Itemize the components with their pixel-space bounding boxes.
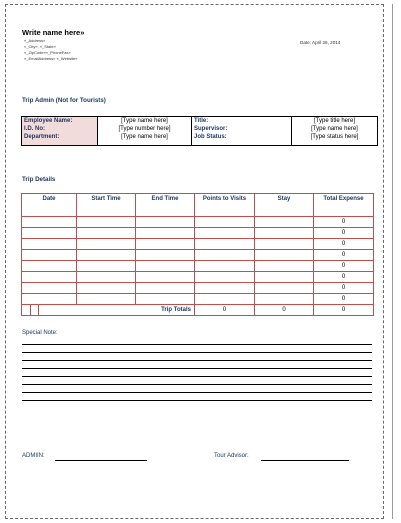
start-time-cell[interactable] bbox=[77, 283, 136, 294]
date-cell[interactable] bbox=[22, 283, 77, 294]
admin-signature-line[interactable] bbox=[55, 460, 147, 461]
start-time-cell[interactable] bbox=[77, 239, 136, 250]
totals-points-cell: 0 bbox=[195, 305, 255, 316]
date-cell[interactable] bbox=[22, 250, 77, 261]
col-end-time-header: End Time bbox=[136, 194, 195, 217]
totals-stay-cell: 0 bbox=[255, 305, 314, 316]
admin-right-labels bbox=[192, 117, 292, 146]
title-field[interactable]: [Type title here] bbox=[313, 118, 356, 124]
total-expense-cell: 0 bbox=[314, 228, 374, 239]
totals-blank-cell bbox=[22, 305, 31, 316]
stay-cell[interactable] bbox=[255, 250, 314, 261]
date-line bbox=[300, 40, 340, 45]
note-line[interactable] bbox=[22, 352, 372, 353]
date-label: Date: bbox=[300, 40, 311, 45]
admin-signature-label: ADMIIN: bbox=[22, 453, 45, 459]
total-expense-cell: 0 bbox=[314, 250, 374, 261]
trip-details-table bbox=[21, 193, 374, 316]
job-status-field[interactable]: [Type status here] bbox=[310, 134, 359, 140]
stay-cell[interactable] bbox=[255, 261, 314, 272]
advisor-signature-line[interactable] bbox=[261, 460, 349, 461]
col-start-time-header: Start Time bbox=[77, 194, 136, 217]
id-no-field[interactable]: [Type number here] bbox=[118, 126, 171, 132]
totals-row bbox=[22, 305, 374, 316]
employee-name-field[interactable]: [Type name here] bbox=[121, 118, 168, 124]
table-row bbox=[22, 294, 374, 305]
start-time-cell[interactable] bbox=[77, 228, 136, 239]
page-edge bbox=[392, 4, 393, 519]
job-status-label: Job Status: bbox=[194, 134, 227, 140]
note-line[interactable] bbox=[22, 400, 372, 401]
col-points-header: Points to Visits bbox=[195, 194, 255, 217]
date-cell[interactable] bbox=[22, 272, 77, 283]
zip-phone-line: «_ZipCode»«_PhoneFax» bbox=[24, 50, 71, 55]
points-cell[interactable] bbox=[195, 239, 255, 250]
stay-cell[interactable] bbox=[255, 283, 314, 294]
col-stay-header: Stay bbox=[255, 194, 314, 217]
email-website-line: «_EmailAddress» «_Website» bbox=[24, 56, 78, 61]
total-expense-cell: 0 bbox=[314, 217, 374, 228]
start-time-cell[interactable] bbox=[77, 272, 136, 283]
admin-left-values[interactable] bbox=[98, 117, 192, 146]
end-time-cell[interactable] bbox=[136, 294, 195, 305]
table-row bbox=[22, 239, 374, 250]
stay-cell[interactable] bbox=[255, 228, 314, 239]
points-cell[interactable] bbox=[195, 217, 255, 228]
trip-details-title: Trip Details bbox=[22, 176, 56, 183]
id-no-label: I.D. No: bbox=[24, 126, 45, 132]
date-cell[interactable] bbox=[22, 239, 77, 250]
end-time-cell[interactable] bbox=[136, 217, 195, 228]
points-cell[interactable] bbox=[195, 228, 255, 239]
col-date-header: Date bbox=[22, 194, 77, 217]
department-label: Department: bbox=[24, 134, 60, 140]
note-line[interactable] bbox=[22, 344, 372, 345]
end-time-cell[interactable] bbox=[136, 272, 195, 283]
date-cell[interactable] bbox=[22, 228, 77, 239]
points-cell[interactable] bbox=[195, 250, 255, 261]
start-time-cell[interactable] bbox=[77, 250, 136, 261]
end-time-cell[interactable] bbox=[136, 283, 195, 294]
col-total-expense-header: Total Expense bbox=[314, 194, 374, 217]
start-time-cell[interactable] bbox=[77, 294, 136, 305]
stay-cell[interactable] bbox=[255, 272, 314, 283]
special-note-label: Special Note: bbox=[22, 330, 58, 336]
date-cell[interactable] bbox=[22, 217, 77, 228]
total-expense-cell: 0 bbox=[314, 283, 374, 294]
total-expense-cell: 0 bbox=[314, 272, 374, 283]
table-row bbox=[22, 261, 374, 272]
department-field[interactable]: [Type name here] bbox=[121, 134, 168, 140]
end-time-cell[interactable] bbox=[136, 261, 195, 272]
points-cell[interactable] bbox=[195, 294, 255, 305]
supervisor-label: Supervisor: bbox=[194, 126, 228, 132]
stay-cell[interactable] bbox=[255, 239, 314, 250]
stay-cell[interactable] bbox=[255, 294, 314, 305]
points-cell[interactable] bbox=[195, 272, 255, 283]
supervisor-field[interactable]: [Type name here] bbox=[311, 126, 358, 132]
stay-cell[interactable] bbox=[255, 217, 314, 228]
title-label: Title: bbox=[194, 118, 209, 124]
points-cell[interactable] bbox=[195, 283, 255, 294]
company-name: Write name here» bbox=[22, 28, 85, 37]
total-expense-cell: 0 bbox=[314, 239, 374, 250]
table-row bbox=[22, 217, 374, 228]
table-row bbox=[22, 228, 374, 239]
date-value: April 26, 2014 bbox=[312, 40, 341, 45]
date-cell[interactable] bbox=[22, 261, 77, 272]
start-time-cell[interactable] bbox=[77, 261, 136, 272]
totals-blank-cell bbox=[31, 305, 39, 316]
note-line[interactable] bbox=[22, 360, 372, 361]
address-line: «_Address» bbox=[24, 38, 46, 43]
date-cell[interactable] bbox=[22, 294, 77, 305]
advisor-signature-label: Tour Advisor: bbox=[214, 453, 249, 459]
trip-totals-label: Trip Totals bbox=[39, 305, 195, 316]
total-expense-cell: 0 bbox=[314, 294, 374, 305]
admin-left-labels bbox=[22, 117, 98, 146]
trip-admin-title: Trip Admin (Not for Tourists) bbox=[22, 97, 106, 104]
total-expense-cell: 0 bbox=[314, 261, 374, 272]
end-time-cell[interactable] bbox=[136, 239, 195, 250]
end-time-cell[interactable] bbox=[136, 250, 195, 261]
city-state-line: «_City», «_State» bbox=[24, 44, 56, 49]
totals-expense-cell: 0 bbox=[314, 305, 374, 316]
note-line[interactable] bbox=[22, 368, 372, 369]
end-time-cell[interactable] bbox=[136, 228, 195, 239]
table-row bbox=[22, 272, 374, 283]
start-time-cell[interactable] bbox=[77, 217, 136, 228]
table-row bbox=[22, 250, 374, 261]
note-line[interactable] bbox=[22, 384, 372, 385]
table-row bbox=[22, 283, 374, 294]
note-line[interactable] bbox=[22, 376, 372, 377]
trip-admin-table bbox=[21, 116, 378, 146]
employee-name-label: Employee Name: bbox=[24, 118, 73, 124]
note-line[interactable] bbox=[22, 392, 372, 393]
admin-right-values[interactable] bbox=[292, 117, 378, 146]
points-cell[interactable] bbox=[195, 261, 255, 272]
